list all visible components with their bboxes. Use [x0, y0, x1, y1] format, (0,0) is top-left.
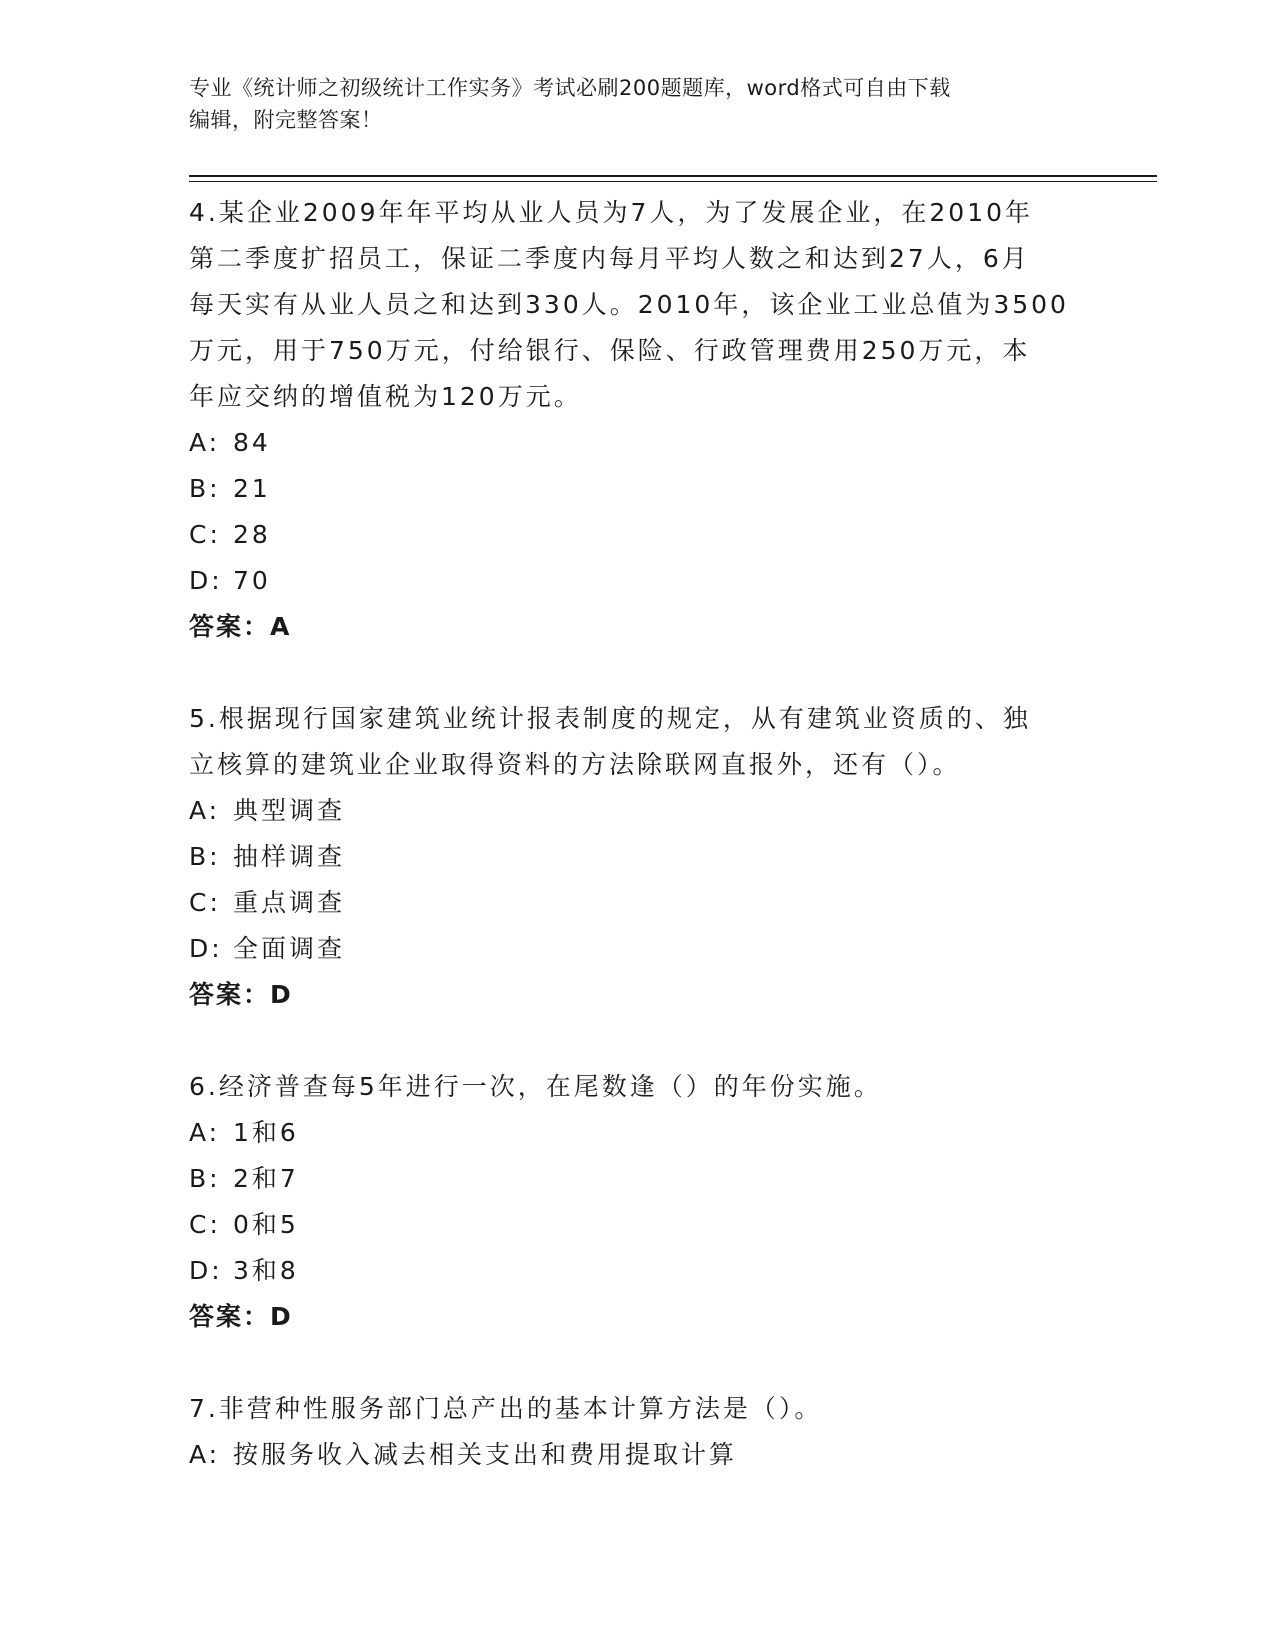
option-text: 0和5: [233, 1210, 299, 1239]
answer-label: 答案：D: [189, 980, 293, 1009]
option-text: 1和6: [233, 1118, 299, 1147]
option-letter: B:: [189, 1164, 221, 1193]
option-c: [189, 1202, 1089, 1248]
option-a: [189, 420, 1089, 466]
option-letter: A:: [189, 428, 221, 457]
stem-line: 年应交纳的增值税为120万元。: [189, 382, 582, 411]
option-text: 重点调查: [233, 888, 346, 917]
option-letter: C:: [189, 1210, 221, 1239]
stem-line: 每天实有从业人员之和达到330人。2010年，该企业工业总值为3500: [189, 290, 1069, 319]
header-divider-thin: [189, 181, 1157, 182]
question-stem: [189, 1386, 1089, 1432]
option-list: [189, 788, 1089, 972]
option-letter: A:: [189, 1118, 221, 1147]
question-5: [189, 696, 1089, 1018]
option-a: [189, 788, 1089, 834]
option-letter: D:: [189, 934, 223, 963]
option-text: 按服务收入减去相关支出和费用提取计算: [233, 1440, 738, 1469]
option-letter: A:: [189, 1440, 221, 1469]
stem-line: 第二季度扩招员工，保证二季度内每月平均人数之和达到27人，6月: [189, 244, 1030, 273]
option-letter: C:: [189, 520, 221, 549]
option-letter: A:: [189, 796, 221, 825]
option-b: [189, 466, 1089, 512]
option-c: [189, 880, 1089, 926]
option-b: [189, 1156, 1089, 1202]
option-a: [189, 1110, 1089, 1156]
stem-line: 立核算的建筑业企业取得资料的方法除联网直报外，还有（）。: [189, 750, 961, 779]
option-list: [189, 1432, 1089, 1478]
answer-label: 答案：A: [189, 612, 292, 641]
option-text: 抽样调查: [233, 842, 346, 871]
question-4: [189, 190, 1089, 650]
option-text: 70: [233, 566, 271, 595]
option-text: 2和7: [233, 1164, 299, 1193]
document-header: [189, 72, 1089, 136]
option-b: [189, 834, 1089, 880]
answer-label: 答案：D: [189, 1302, 293, 1331]
option-letter: B:: [189, 474, 221, 503]
option-letter: B:: [189, 842, 221, 871]
stem-line: 5.根据现行国家建筑业统计报表制度的规定，从有建筑业资质的、独: [189, 704, 1031, 733]
option-letter: C:: [189, 888, 221, 917]
option-text: 3和8: [233, 1256, 299, 1285]
option-c: [189, 512, 1089, 558]
option-letter: D:: [189, 566, 223, 595]
option-d: [189, 1248, 1089, 1294]
option-text: 典型调查: [233, 796, 346, 825]
question-list: [189, 190, 1089, 1524]
header-line-1: 专业《统计师之初级统计工作实务》考试必刷200题题库，word格式可自由下载: [189, 76, 951, 100]
option-text: 28: [233, 520, 271, 549]
question-7: [189, 1386, 1089, 1478]
question-stem: [189, 1064, 1089, 1110]
option-d: [189, 558, 1089, 604]
option-d: [189, 926, 1089, 972]
option-a: [189, 1432, 1089, 1478]
question-6: [189, 1064, 1089, 1340]
option-text: 21: [233, 474, 271, 503]
stem-line: 7.非营种性服务部门总产出的基本计算方法是（）。: [189, 1394, 823, 1423]
stem-line: 万元，用于750万元，付给银行、保险、行政管理费用250万元，本: [189, 336, 1031, 365]
option-list: [189, 1110, 1089, 1294]
question-stem: [189, 190, 1089, 420]
header-line-2: 编辑，附完整答案！: [189, 108, 383, 132]
stem-line: 4.某企业2009年年平均从业人员为7人，为了发展企业，在2010年: [189, 198, 1034, 227]
option-list: [189, 420, 1089, 604]
option-letter: D:: [189, 1256, 223, 1285]
header-divider-thick: [189, 175, 1157, 177]
question-stem: [189, 696, 1089, 788]
option-text: 84: [233, 428, 271, 457]
option-text: 全面调查: [233, 934, 346, 963]
stem-line: 6.经济普查每5年进行一次，在尾数逢（）的年份实施。: [189, 1072, 882, 1101]
